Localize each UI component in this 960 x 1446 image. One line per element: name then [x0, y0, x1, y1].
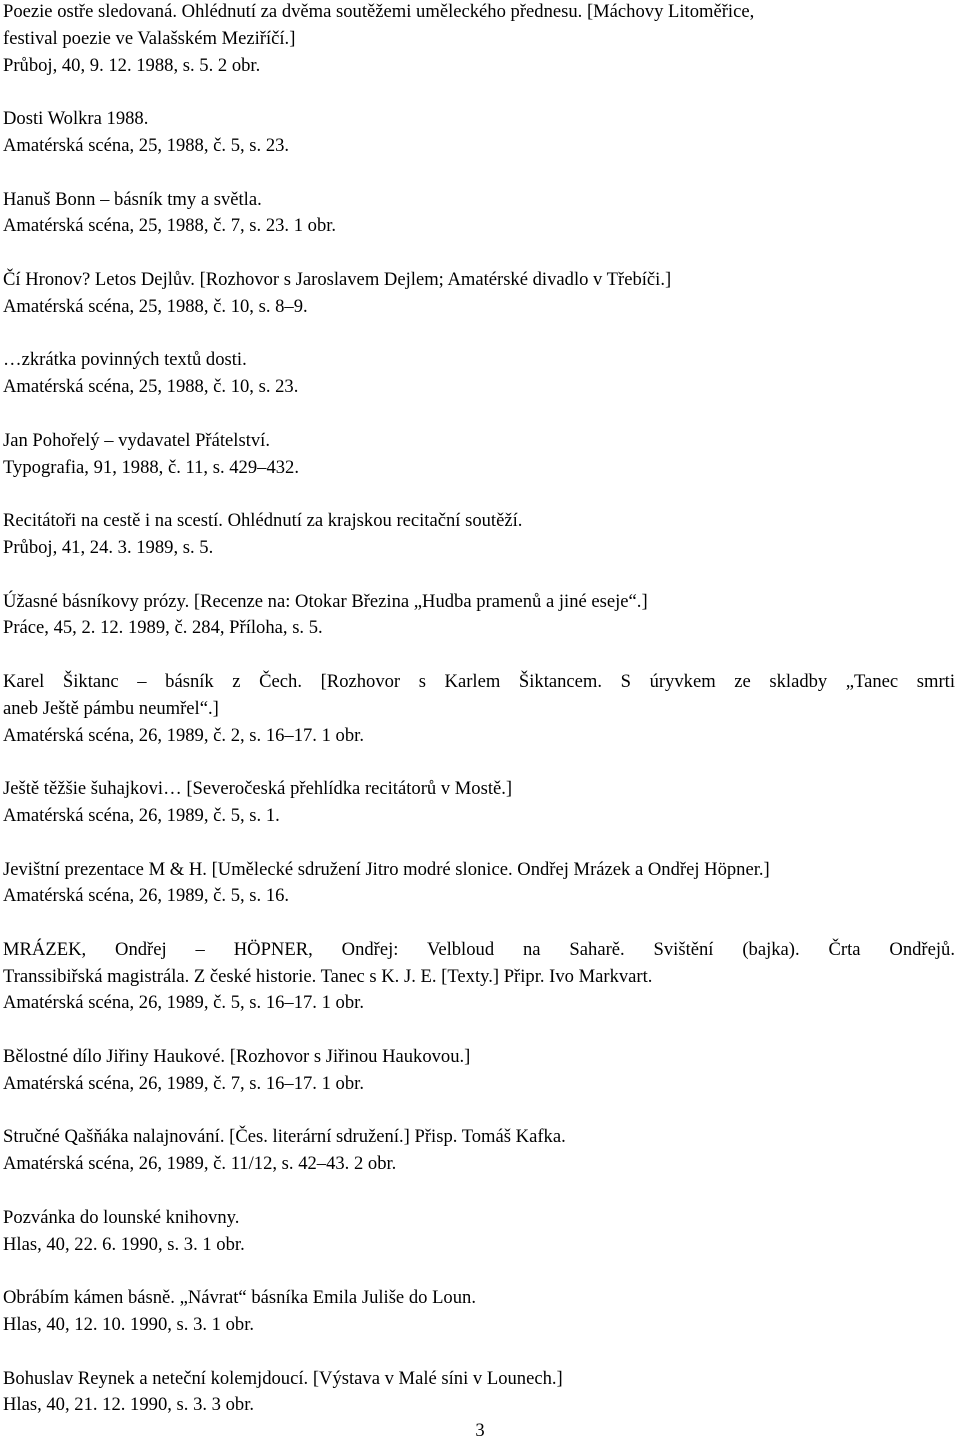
entry-source: Hlas, 40, 22. 6. 1990, s. 3. 1 obr.: [3, 1233, 245, 1255]
entry-source: Amatérská scéna, 26, 1989, č. 5, s. 1.: [3, 804, 280, 826]
entry-source: Typografia, 91, 1988, č. 11, s. 429–432.: [3, 456, 299, 478]
page-number: 3: [475, 1420, 485, 1441]
bibliography-entry: [3, 0, 955, 79]
bibliography-entry: [3, 589, 955, 643]
bibliography-entry: [3, 106, 955, 160]
bibliography-entry: [3, 776, 955, 830]
entry-title-line: Karel Šiktanc – básník z Čech. [Rozhovor s Karlem Šiktancem. S úryvkem ze skladby „Tanec smrti: [3, 670, 955, 692]
entry-source: Amatérská scéna, 25, 1988, č. 10, s. 23.: [3, 376, 299, 398]
bibliography-entry: [3, 1044, 955, 1098]
entry-title-line: Obrábím kámen básně. „Návrat“ básníka Emila Juliše do Loun.: [3, 1287, 476, 1309]
entry-source: Hlas, 40, 21. 12. 1990, s. 3. 3 obr.: [3, 1394, 255, 1416]
entry-source: Amatérská scéna, 25, 1988, č. 5, s. 23.: [3, 134, 290, 156]
entry-title-line: Stručné Qašňáka nalajnování. [Čes. literární sdružení.] Přisp. Tomáš Kafka.: [3, 1126, 566, 1148]
entry-source: Průboj, 41, 24. 3. 1989, s. 5.: [3, 536, 214, 558]
entry-title-line: Poezie ostře sledovaná. Ohlédnutí za dvěma soutěžemi uměleckého přednesu. [Máchovy Litoměřice,: [3, 1, 755, 22]
entry-source: Amatérská scéna, 26, 1989, č. 5, s. 16–17. 1 obr.: [3, 992, 364, 1014]
bibliography-entry: [3, 1205, 955, 1259]
entry-title-line: Hanuš Bonn – básník tmy a světla.: [3, 188, 262, 210]
entry-title-line: Jan Pohořelý – vydavatel Přátelství.: [3, 429, 270, 451]
bibliography-entry: [3, 1285, 955, 1339]
bibliography-entry: [3, 1366, 955, 1420]
entry-source: Amatérská scéna, 26, 1989, č. 5, s. 16.: [3, 885, 290, 907]
bibliography-entry: [3, 428, 955, 482]
entry-title-line: …zkrátka povinných textů dosti.: [3, 349, 247, 371]
entry-title-line: Transsibiřská magistrála. Z české historie. Tanec s K. J. E. [Texty.] Připr. Ivo Markvart.: [3, 965, 653, 987]
bibliography-entry: [3, 937, 955, 1017]
entry-title-line: Ještě těžšie šuhajkovi… [Severočeská přehlídka recitátorů v Mostě.]: [3, 778, 513, 800]
bibliography-page: [3, 0, 955, 1446]
entry-source: Amatérská scéna, 25, 1988, č. 10, s. 8–9.: [3, 295, 308, 317]
entry-source: Hlas, 40, 12. 10. 1990, s. 3. 1 obr.: [3, 1314, 255, 1336]
entry-source: Průboj, 40, 9. 12. 1988, s. 5. 2 obr.: [3, 54, 261, 76]
entry-title-line: Úžasné básníkovy prózy. [Recenze na: Otokar Březina „Hudba pramenů a jiné eseje“.]: [3, 590, 648, 612]
entry-source: Amatérská scéna, 26, 1989, č. 7, s. 16–17. 1 obr.: [3, 1072, 364, 1094]
entry-source: Amatérská scéna, 25, 1988, č. 7, s. 23. 1 obr.: [3, 215, 337, 237]
entry-title-line: festival poezie ve Valašském Meziříčí.]: [3, 27, 296, 49]
entry-title-line: Dosti Wolkra 1988.: [3, 108, 149, 130]
entry-title-line: MRÁZEK, Ondřej – HÖPNER, Ondřej: Velbloud na Saharě. Svištění (bajka). Črta Ondřejů.: [3, 938, 955, 960]
bibliography-entry: [3, 508, 955, 562]
entry-source: Amatérská scéna, 26, 1989, č. 2, s. 16–17. 1 obr.: [3, 724, 364, 746]
bibliography-entry: [3, 669, 955, 749]
bibliography-entry: [3, 187, 955, 241]
entry-title-line: Pozvánka do lounské knihovny.: [3, 1206, 240, 1228]
entry-title-line: Bohuslav Reynek a neteční kolemjdoucí. [Výstava v Malé síni v Lounech.]: [3, 1367, 563, 1389]
bibliography-entry: [3, 1124, 955, 1178]
entry-source: Práce, 45, 2. 12. 1989, č. 284, Příloha, s. 5.: [3, 617, 323, 639]
entry-source: Amatérská scéna, 26, 1989, č. 11/12, s. 42–43. 2 obr.: [3, 1153, 397, 1175]
entry-title-line: aneb Ještě pámbu neumřel“.]: [3, 697, 219, 719]
entry-title-line: Recitátoři na cestě i na scestí. Ohlédnutí za krajskou recitační soutěží.: [3, 510, 523, 532]
entry-title-line: Jevištní prezentace M & H. [Umělecké sdružení Jitro modré slonice. Ondřej Mrázek a Ondřej Höpner.]: [3, 858, 770, 880]
bibliography-entry: [3, 347, 955, 401]
bibliography-entry: [3, 857, 955, 911]
entry-title-line: Čí Hronov? Letos Dejlův. [Rozhovor s Jaroslavem Dejlem; Amatérské divadlo v Třebíči.]: [3, 268, 672, 290]
bibliography-entry: [3, 267, 955, 321]
entry-title-line: Bělostné dílo Jiřiny Haukové. [Rozhovor s Jiřinou Haukovou.]: [3, 1046, 471, 1068]
